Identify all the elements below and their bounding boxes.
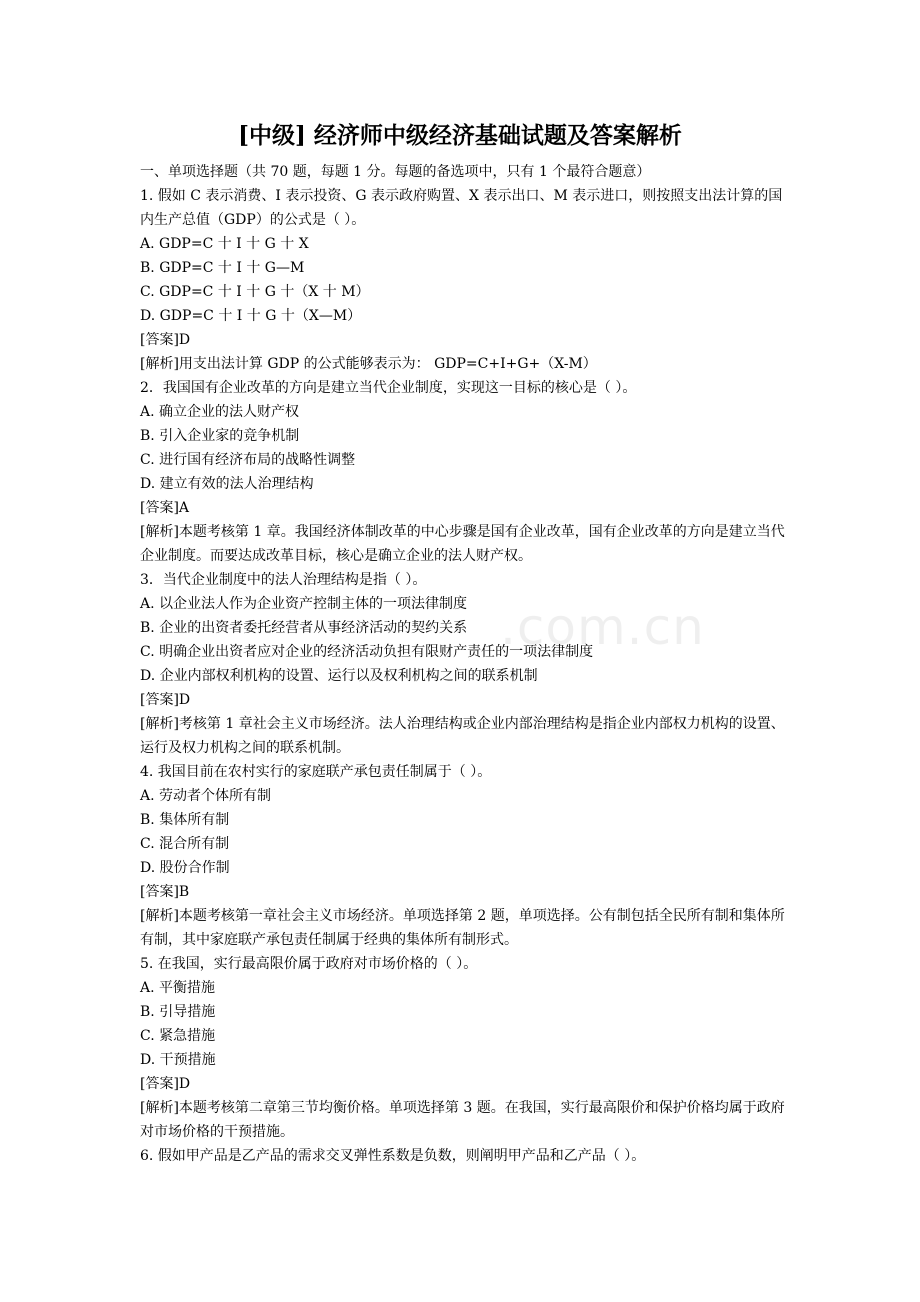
option-d: D. 干预措施 bbox=[140, 1052, 216, 1068]
option-d: D. 股份合作制 bbox=[140, 860, 230, 876]
answer: [答案]A bbox=[140, 500, 190, 516]
answer: [答案]D bbox=[140, 692, 191, 708]
option-d: D. 建立有效的法人治理结构 bbox=[140, 476, 314, 492]
option-c: C. 紧急措施 bbox=[140, 1028, 216, 1044]
question-stem: 5. 在我国，实行最高限价属于政府对市场价格的（ ）。 bbox=[140, 956, 478, 972]
option-a: A. 平衡措施 bbox=[140, 980, 216, 996]
option-c: C. GDP=C 十 I 十 G 十（X 十 M） bbox=[140, 284, 370, 300]
option-c: C. 混合所有制 bbox=[140, 836, 230, 852]
option-b: B. GDP=C 十 I 十 G—M bbox=[140, 260, 305, 276]
document-body bbox=[140, 160, 795, 1168]
option-b: B. 引导措施 bbox=[140, 1004, 216, 1020]
analysis: [解析]本题考核第一章社会主义市场经济。单项选择第 2 题，单项选择。公有制包括全民所有制和集体所有制，其中家庭联产承包责任制属于经典的集体所有制形式。 bbox=[140, 908, 785, 948]
option-a: A. 劳动者个体所有制 bbox=[140, 788, 272, 804]
question-stem: 1. 假如 C 表示消费、I 表示投资、G 表示政府购置、X 表示出口、M 表示进口，则按照支出法计算的国内生产总值（GDP）的公式是（ ）。 bbox=[140, 188, 783, 228]
option-c: C. 明确企业出资者应对企业的经济活动负担有限财产责任的一项法律制度 bbox=[140, 644, 594, 660]
watermark: .com.cn bbox=[500, 598, 705, 656]
answer: [答案]B bbox=[140, 884, 190, 900]
question-stem: 6. 假如甲产品是乙产品的需求交叉弹性系数是负数，则阐明甲产品和乙产品（ ）。 bbox=[140, 1148, 646, 1164]
question-stem: 2．我国国有企业改革的方向是建立当代企业制度，实现这一目标的核心是（ ）。 bbox=[140, 380, 637, 396]
answer: [答案]D bbox=[140, 332, 191, 348]
option-b: B. 引入企业家的竞争机制 bbox=[140, 428, 300, 444]
option-a: A. GDP=C 十 I 十 G 十 X bbox=[140, 236, 309, 252]
option-b: B. 企业的出资者委托经营者从事经济活动的契约关系 bbox=[140, 620, 468, 636]
section-heading: 一、单项选择题（共 70 题，每题 1 分。每题的备选项中，只有 1 个最符合题意） bbox=[140, 164, 651, 180]
question-stem: 3．当代企业制度中的法人治理结构是指（ ）。 bbox=[140, 572, 427, 588]
analysis: [解析]用支出法计算 GDP 的公式能够表示为： GDP=C+I+G+（X-M） bbox=[140, 356, 597, 372]
answer: [答案]D bbox=[140, 1076, 191, 1092]
option-a: A. 以企业法人作为企业资产控制主体的一项法律制度 bbox=[140, 596, 468, 612]
option-a: A. 确立企业的法人财产权 bbox=[140, 404, 300, 420]
option-b: B. 集体所有制 bbox=[140, 812, 230, 828]
analysis: [解析]本题考核第二章第三节均衡价格。单项选择第 3 题。在我国，实行最高限价和保护价格均属于政府对市场价格的干预措施。 bbox=[140, 1100, 785, 1140]
option-c: C. 进行国有经济布局的战略性调整 bbox=[140, 452, 356, 468]
question-stem: 4. 我国目前在农村实行的家庭联产承包责任制属于（ ）。 bbox=[140, 764, 492, 780]
option-d: D. GDP=C 十 I 十 G 十（X—M） bbox=[140, 308, 362, 324]
analysis: [解析]本题考核第 1 章。我国经济体制改革的中心步骤是国有企业改革，国有企业改革的方向是建立当代企业制度。而要达成改革目标，核心是确立企业的法人财产权。 bbox=[140, 524, 785, 564]
option-d: D. 企业内部权利机构的设置、运行以及权利机构之间的联系机制 bbox=[140, 668, 538, 684]
analysis: [解析]考核第 1 章社会主义市场经济。法人治理结构或企业内部治理结构是指企业内部权力机构的设置、运行及权力机构之间的联系机制。 bbox=[140, 716, 785, 756]
document-title: [中级] 经济师中级经济基础试题及答案解析 bbox=[238, 122, 682, 149]
